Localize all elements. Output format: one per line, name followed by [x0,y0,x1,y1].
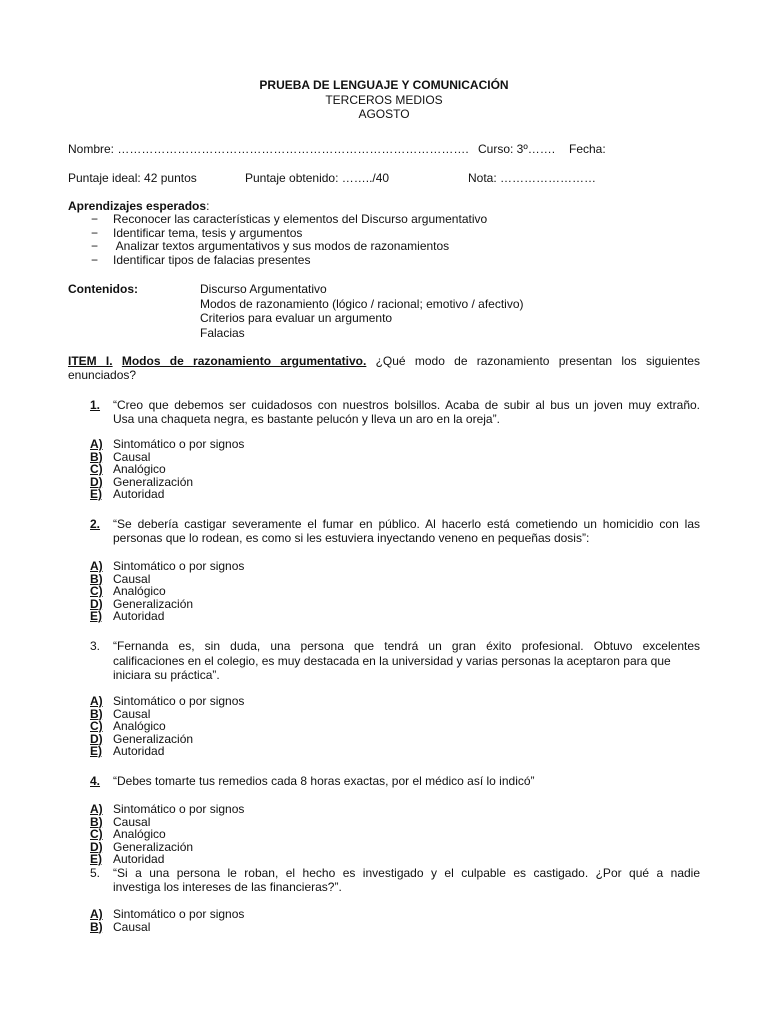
question-line: “Fernanda es, sin duda, una persona que tendrá un gran éxito profesional. Obtuvo excelentes [113,639,700,653]
option-letter: A) [90,907,103,921]
question-number: 5. [90,866,101,880]
option-letter: D) [90,731,103,746]
option-label: Causal [113,919,151,934]
aprendizaje-item: Identificar tipos de falacias presentes [113,253,311,267]
option-label: Autoridad [113,852,165,866]
option-label: Sintomático o por signos [113,559,245,573]
question-number: 2. [90,517,101,531]
option-label: Sintomático o por signos [113,694,245,708]
option-label: Causal [113,571,151,586]
question-number: 1. [90,398,101,412]
aprendizaje-item: Reconocer las características y elementos del Discurso argumentativo [113,212,488,226]
option-letter: E) [90,852,102,866]
option-label: Generalización [113,839,194,854]
option-label: Generalización [113,731,194,746]
item-i-question: ¿Qué modo de razonamiento presentan los siguientes enunciados? [68,354,700,382]
question-number: 3. [90,639,101,653]
option-letter: E) [90,487,102,501]
option-letter: A) [90,559,103,573]
exam-month: AGOSTO [358,107,410,121]
curso-field: Curso: 3º……. [478,142,556,156]
option-label: Sintomático o por signos [113,437,245,451]
option-label: Autoridad [113,609,165,623]
fecha-field: Fecha: [569,142,606,156]
nombre-field: Nombre: ……………………………………………………………………………. [68,142,469,156]
aprendizaje-item: Analizar textos argumentativos y sus modos de razonamientos [113,239,450,253]
option-letter: E) [90,744,102,758]
option-label: Causal [113,814,151,829]
option-letter: D) [90,596,103,611]
option-letter: B) [90,449,103,464]
question-line: “Se debería castigar severamente el fumar en público. Al hacerlo está cometiendo un homicidio con las [113,517,700,531]
option-letter: C) [90,827,103,841]
question-line: “Si a una persona le roban, el hecho es investigado y el culpable es castigado. ¿Por qué a nadie [113,866,700,880]
question-line: Usa una chaqueta negra, es bastante pelucón y lleva un aro en la oreja”. [113,412,500,426]
aprendizajes-heading-colon: : [206,199,210,213]
option-label: Autoridad [113,744,165,758]
contenido-item: Falacias [200,326,245,340]
option-letter: A) [90,802,103,816]
option-label: Analógico [113,827,166,841]
aprendizajes-heading-text: Aprendizajes esperados [68,199,207,213]
puntaje-obtenido: Puntaje obtenido: ……../40 [245,171,390,185]
option-label: Sintomático o por signos [113,907,245,921]
question-line: calificaciones en el colegio, es muy destacada en la universidad y varias personas la aceptaron para que [113,654,671,668]
question-number: 4. [90,774,101,788]
bullet-dash: − [91,239,99,253]
option-letter: B) [90,571,103,586]
item-i-label: ITEM I. [68,354,113,368]
exam-level: TERCEROS MEDIOS [325,93,443,107]
option-label: Causal [113,449,151,464]
bullet-dash: − [91,226,99,240]
option-letter: B) [90,706,103,721]
option-label: Analógico [113,462,166,476]
question-line: “Creo que debemos ser cuidadosos con nuestros bolsillos. Acaba de subir al bus un joven muy extraño. [113,398,700,412]
option-letter: C) [90,719,103,733]
question-line: investiga los intereses de las financieras?”. [113,880,342,894]
option-letter: D) [90,839,103,854]
item-i-instruction [68,354,700,382]
option-letter: C) [90,584,103,598]
bullet-dash: − [91,253,99,267]
option-letter: E) [90,609,102,623]
option-label: Analógico [113,719,166,733]
exam-title: PRUEBA DE LENGUAJE Y COMUNICACIÓN [259,78,509,92]
option-label: Generalización [113,596,194,611]
option-letter: A) [90,694,103,708]
option-letter: B) [90,814,103,829]
option-letter: D) [90,474,103,489]
option-letter: B) [90,919,103,934]
contenidos-heading: Contenidos: [68,282,138,296]
item-i-title: Modos de razonamiento argumentativo. [121,354,367,368]
aprendizajes-heading [68,199,209,213]
option-label: Analógico [113,584,166,598]
aprendizaje-item: Identificar tema, tesis y argumentos [113,226,303,240]
question-line: personas que lo rodean, es como si les estuviera inyectando veneno en pequeñas dosis”: [113,531,590,545]
option-label: Generalización [113,474,194,489]
puntaje-ideal: Puntaje ideal: 42 puntos [68,171,197,185]
option-label: Autoridad [113,487,165,501]
option-letter: C) [90,462,103,476]
question-line: “Debes tomarte tus remedios cada 8 horas exactas, por el médico así lo indicó” [113,774,535,788]
contenido-item: Modos de razonamiento (lógico / racional; emotivo / afectivo) [200,297,524,311]
nota-field: Nota: …………………… [468,171,597,185]
option-letter: A) [90,437,103,451]
bullet-dash: − [91,212,99,226]
contenido-item: Discurso Argumentativo [200,282,327,296]
option-label: Sintomático o por signos [113,802,245,816]
option-label: Causal [113,706,151,721]
question-line: iniciara su práctica”. [113,668,220,682]
contenido-item: Criterios para evaluar un argumento [200,311,393,325]
